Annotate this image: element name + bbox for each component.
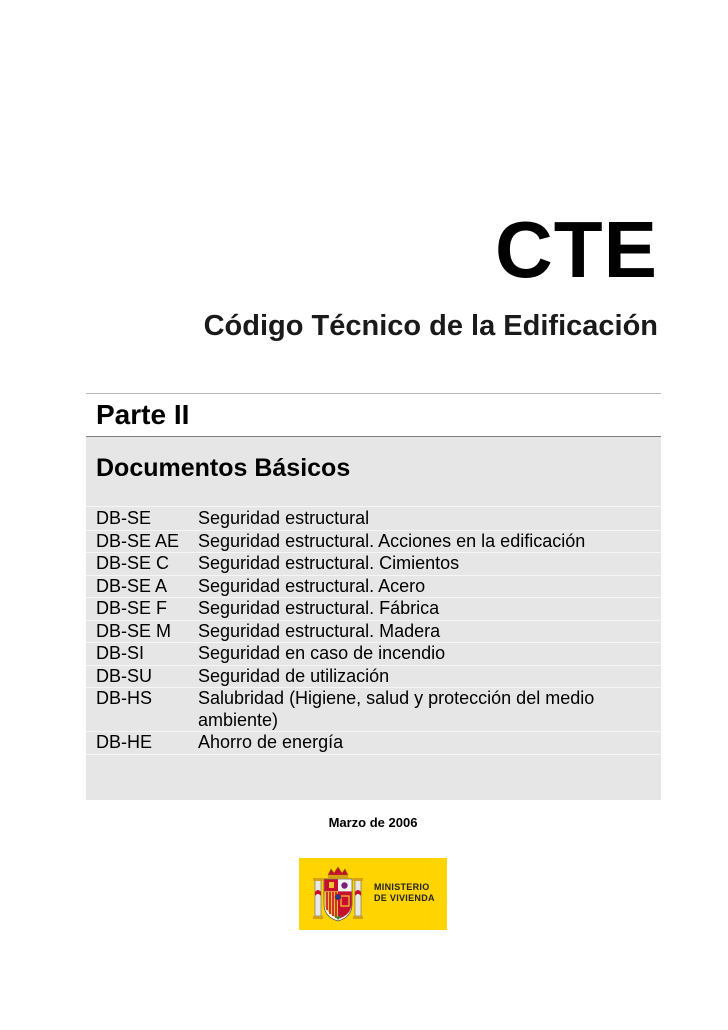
document-row bbox=[86, 688, 661, 732]
document-code: DB-SE A bbox=[96, 575, 168, 596]
document-row bbox=[86, 621, 661, 644]
document-description: Seguridad de utilización bbox=[198, 665, 390, 686]
documents-panel bbox=[86, 437, 661, 800]
part-title: Parte II bbox=[96, 399, 190, 430]
document-code: DB-SU bbox=[96, 665, 153, 686]
part-section bbox=[86, 393, 661, 437]
document-row bbox=[86, 553, 661, 576]
document-code: DB-SE M bbox=[96, 620, 172, 641]
ministry-logo bbox=[299, 858, 447, 930]
document-code: DB-SE C bbox=[96, 553, 170, 573]
document-description: Salubridad (Higiene, salud y protección del medio ambiente) bbox=[198, 688, 595, 730]
document-description: Seguridad estructural. Acciones en la edificación bbox=[198, 530, 586, 551]
document-row bbox=[86, 666, 661, 689]
document-code: DB-HE bbox=[96, 732, 153, 752]
documents-heading: Documentos Básicos bbox=[96, 454, 351, 482]
spain-coat-of-arms-icon bbox=[313, 866, 363, 924]
document-acronym: CTE bbox=[495, 205, 658, 294]
document-description: Seguridad estructural. Cimientos bbox=[198, 553, 460, 573]
document-code: DB-HS bbox=[96, 688, 153, 708]
document-row bbox=[86, 531, 661, 554]
document-list bbox=[86, 508, 661, 755]
document-description: Seguridad estructural. Madera bbox=[198, 620, 441, 641]
document-description: Seguridad estructural. Acero bbox=[198, 575, 426, 596]
document-description: Ahorro de energía bbox=[198, 732, 344, 752]
document-full-title: Código Técnico de la Edificación bbox=[203, 310, 658, 342]
document-code: DB-SI bbox=[96, 643, 145, 663]
document-code: DB-SE bbox=[96, 508, 152, 528]
document-code: DB-SE AE bbox=[96, 530, 180, 551]
document-row bbox=[86, 508, 661, 531]
document-row bbox=[86, 643, 661, 666]
document-row bbox=[86, 576, 661, 599]
document-row bbox=[86, 732, 661, 755]
divider bbox=[86, 506, 661, 507]
document-row bbox=[86, 598, 661, 621]
publication-date: Marzo de 2006 bbox=[328, 815, 418, 830]
document-description: Seguridad en caso de incendio bbox=[198, 643, 446, 663]
document-code: DB-SE F bbox=[96, 598, 168, 618]
document-description: Seguridad estructural. Fábrica bbox=[198, 598, 440, 618]
document-description: Seguridad estructural bbox=[198, 508, 370, 528]
logo-line-2: DE VIVIENDA bbox=[374, 893, 435, 903]
logo-line-1: MINISTERIO bbox=[374, 882, 430, 892]
